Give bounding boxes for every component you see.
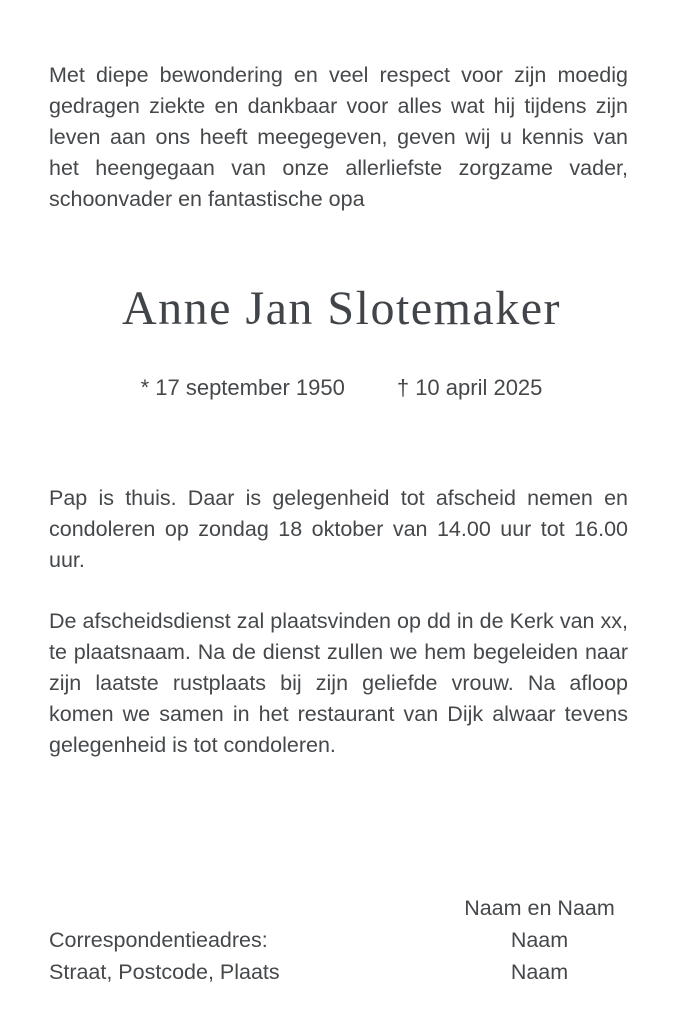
birth-date: * 17 september 1950 bbox=[140, 375, 345, 400]
death-date: † 10 april 2025 bbox=[396, 375, 543, 400]
family-name: Naam bbox=[510, 928, 569, 952]
correspondence-block bbox=[49, 892, 280, 988]
family-name: Naam en Naam bbox=[464, 896, 615, 920]
correspondence-address: Straat, Postcode, Plaats bbox=[49, 960, 280, 984]
correspondence-label: Correspondentieadres: bbox=[49, 928, 268, 952]
visitation-paragraph: Pap is thuis. Daar is gelegenheid tot afscheid nemen en condoleren op zondag 18 oktober van 14.00 uur tot 16.00 uur. bbox=[49, 486, 628, 572]
family-names-block bbox=[442, 892, 637, 988]
service-paragraph: De afscheidsdienst zal plaatsvinden op dd in de Kerk van xx, te plaatsnaam. Na de dienst zullen we hem begeleiden naar zijn laatste rustplaats bij zijn geliefde vrouw. Na afloop komen we samen in het restaurant van Dijk alwaar tevens gelegenheid is tot condoleren. bbox=[49, 609, 628, 757]
intro-paragraph: Met diepe bewondering en veel respect voor zijn moedig gedragen ziekte en dankbaar voor alles wat hij tijdens zijn leven aan ons heeft meegegeven, geven wij u kennis van het heengegaan van onze allerliefste zorgzame vader, schoonvader en fantastische opa bbox=[49, 63, 628, 211]
family-name: Naam bbox=[510, 960, 569, 984]
deceased-name: Anne Jan Slotemaker bbox=[121, 282, 562, 335]
footer bbox=[49, 892, 637, 988]
life-dates bbox=[0, 372, 683, 404]
